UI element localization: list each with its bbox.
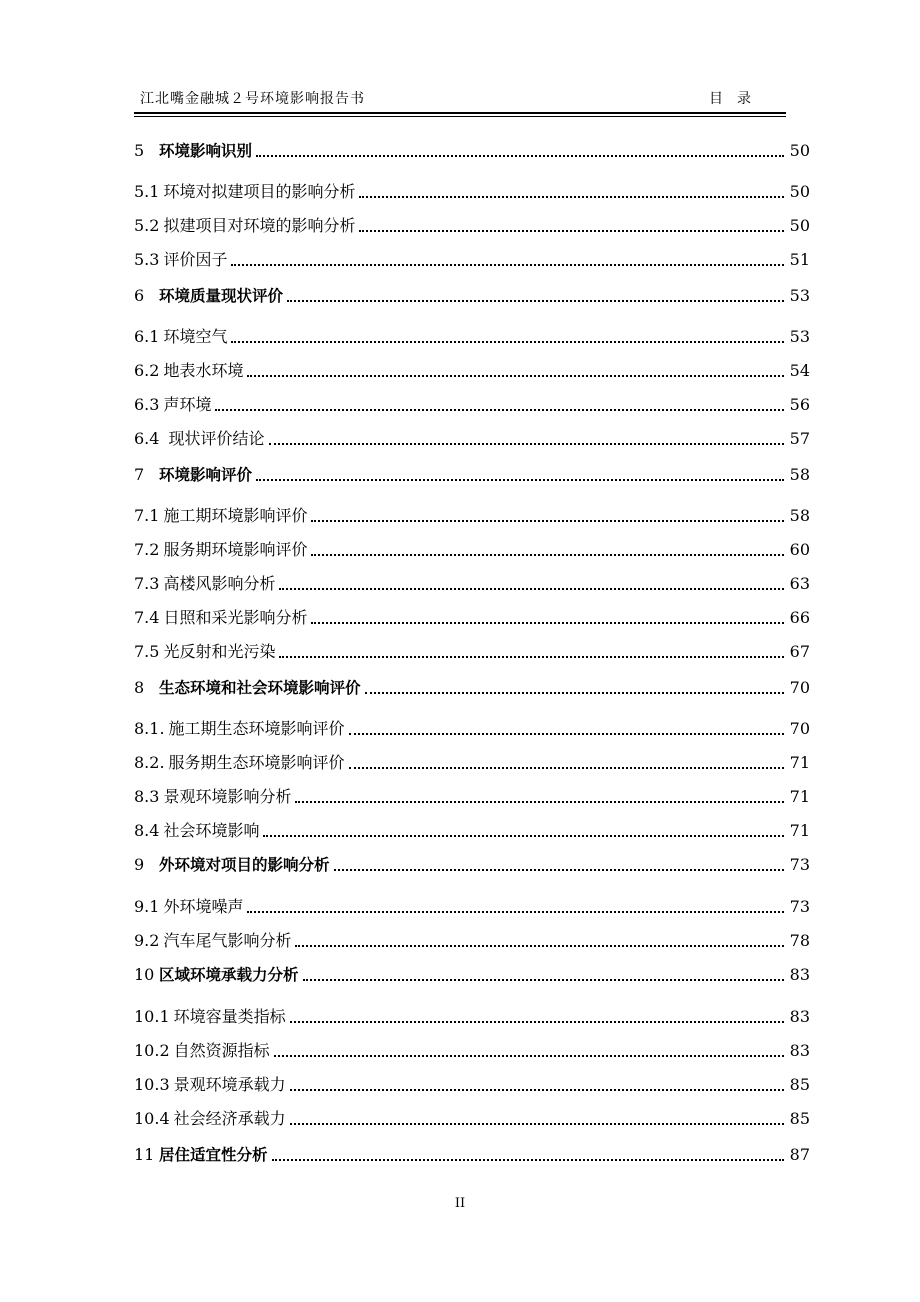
toc-dot-leader [359,195,784,198]
toc-entry-title: 声环境 [163,395,212,414]
toc-entry-page: 70 [789,719,810,738]
toc-entry-number: 5.2 [134,216,160,235]
toc-entry-title: 施工期生态环境影响评价 [168,719,345,738]
toc-section-entry[interactable] [134,570,810,594]
toc-dot-leader [272,1158,784,1161]
toc-entry-page: 87 [789,1145,810,1164]
toc-dot-leader [263,834,784,837]
toc-entry-number: 8 [134,678,145,697]
toc-entry-title: 高楼风影响分析 [163,574,276,593]
toc-entry-page: 83 [789,1007,810,1026]
toc-section-entry[interactable] [134,323,810,347]
toc-entry-title: 生态环境和社会环境影响评价 [159,679,361,697]
toc-dot-leader [359,229,784,232]
toc-entry-number: 6.1 [134,327,160,346]
toc-dot-leader [334,868,784,871]
toc-entry-title: 环境影响评价 [159,466,253,484]
toc-entry-number: 10.2 [134,1041,170,1060]
toc-entry-page: 60 [789,540,810,559]
toc-entry-page: 70 [789,678,810,697]
toc-entry-title: 光反射和光污染 [163,642,276,661]
toc-dot-leader [274,1054,784,1057]
toc-entry-number: 10.4 [134,1109,170,1128]
toc-entry-number: 5.3 [134,250,160,269]
toc-dot-leader [256,478,784,481]
toc-entry-title: 汽车尾气影响分析 [163,931,292,950]
toc-entry-number: 7.5 [134,642,160,661]
toc-dot-leader [295,944,784,947]
toc-entry-number: 9 [134,855,145,874]
toc-entry-number: 7 [134,465,145,484]
toc-dot-leader [365,691,784,694]
toc-section-entry[interactable] [134,425,810,449]
toc-entry-page: 53 [789,327,810,346]
toc-entry-title: 景观环境承载力 [173,1075,286,1094]
toc-chapter-entry[interactable] [134,674,810,698]
toc-section-entry[interactable] [134,391,810,415]
toc-section-entry[interactable] [134,536,810,560]
toc-entry-title: 环境容量类指标 [173,1007,286,1026]
toc-dot-leader [215,408,784,411]
toc-entry-number: 8.4 [134,821,160,840]
toc-chapter-entry[interactable] [134,851,810,875]
toc-dot-leader [231,340,784,343]
toc-dot-leader [290,1020,784,1023]
toc-entry-number: 6 [134,286,145,305]
toc-entry-title: 环境质量现状评价 [159,287,284,305]
toc-entry-title: 居住适宜性分析 [159,1146,268,1164]
toc-entry-title: 评价因子 [163,250,228,269]
toc-dot-leader [295,800,784,803]
toc-section-entry[interactable] [134,927,810,951]
toc-dot-leader [290,1088,784,1091]
toc-entry-title: 服务期环境影响评价 [163,540,308,559]
toc-entry-number: 6.4 [134,429,160,448]
toc-entry-title: 现状评价结论 [163,429,265,448]
toc-entry-number: 5 [134,141,145,160]
toc-entry-title: 外环境对项目的影响分析 [159,856,330,874]
toc-chapter-entry[interactable] [134,1141,810,1165]
toc-entry-title: 日照和采光影响分析 [163,608,308,627]
toc-entry-page: 54 [789,361,810,380]
toc-dot-leader [279,655,784,658]
toc-entry-number: 7.2 [134,540,160,559]
toc-section-entry[interactable] [134,1071,810,1095]
toc-entry-number: 5.1 [134,182,160,201]
toc-section-entry[interactable] [134,1105,810,1129]
toc-entry-title: 外环境噪声 [163,897,244,916]
toc-entry-number: 6.3 [134,395,160,414]
toc-entry-page: 71 [789,787,810,806]
toc-dot-leader [279,587,784,590]
toc-entry-number: 8.3 [134,787,160,806]
toc-dot-leader [287,299,784,302]
toc-entry-title: 环境空气 [163,327,228,346]
toc-entry-title: 景观环境影响分析 [163,787,292,806]
toc-section-entry[interactable] [134,783,810,807]
toc-entry-number: 10.1 [134,1007,170,1026]
toc-entry-number: 8.1. [134,719,165,738]
toc-section-entry[interactable] [134,212,810,236]
toc-section-entry[interactable] [134,749,810,773]
toc-section-entry[interactable] [134,638,810,662]
toc-chapter-entry[interactable] [134,137,810,161]
toc-entry-page: 58 [789,506,810,525]
toc-section-entry[interactable] [134,893,810,917]
toc-chapter-entry[interactable] [134,961,810,985]
toc-section-entry[interactable] [134,604,810,628]
toc-entry-number: 8.2. [134,753,165,772]
toc-dot-leader [349,766,784,769]
toc-entry-page: 66 [789,608,810,627]
toc-section-entry[interactable] [134,1003,810,1027]
toc-entry-number: 9.2 [134,931,160,950]
toc-entry-page: 71 [789,821,810,840]
toc-entry-page: 71 [789,753,810,772]
toc-section-entry[interactable] [134,1037,810,1061]
toc-entry-number: 11 [134,1145,155,1164]
toc-section-entry[interactable] [134,246,810,270]
toc-entry-page: 56 [789,395,810,414]
toc-dot-leader [231,263,784,266]
toc-entry-page: 85 [789,1075,810,1094]
toc-chapter-entry[interactable] [134,282,810,306]
toc-entry-page: 73 [789,855,810,874]
toc-section-entry[interactable] [134,502,810,526]
toc-entry-page: 57 [789,429,810,448]
toc-entry-title: 区域环境承载力分析 [159,966,299,984]
toc-entry-number: 6.2 [134,361,160,380]
toc-entry-page: 53 [789,286,810,305]
toc-section-entry[interactable] [134,817,810,841]
toc-entry-title: 环境对拟建项目的影响分析 [163,182,356,201]
toc-entry-title: 社会环境影响 [163,821,260,840]
toc-entry-page: 50 [789,182,810,201]
toc-entry-number: 10 [134,965,155,984]
toc-entry-number: 7.4 [134,608,160,627]
toc-entry-title: 施工期环境影响评价 [163,506,308,525]
toc-dot-leader [303,978,784,981]
toc-entry-number: 9.1 [134,897,160,916]
toc-entry-title: 环境影响识别 [159,142,253,160]
toc-entry-page: 67 [789,642,810,661]
toc-entry-title: 自然资源指标 [173,1041,270,1060]
toc-entry-page: 63 [789,574,810,593]
toc-entry-page: 83 [789,1041,810,1060]
section-title: 目录 [709,91,765,107]
toc-dot-leader [290,1122,784,1125]
document-title: 江北嘴金融城２号环境影响报告书 [140,91,365,107]
toc-dot-leader [247,374,784,377]
toc-entry-page: 73 [789,897,810,916]
toc-entry-title: 服务期生态环境影响评价 [168,753,345,772]
toc-dot-leader [256,154,784,157]
toc-entry-page: 78 [789,931,810,950]
toc-entry-title: 社会经济承载力 [173,1109,286,1128]
toc-dot-leader [269,442,784,445]
toc-entry-page: 58 [789,465,810,484]
toc-entry-number: 10.3 [134,1075,170,1094]
toc-entry-number: 7.3 [134,574,160,593]
toc-entry-number: 7.1 [134,506,160,525]
toc-dot-leader [247,910,784,913]
toc-entry-page: 51 [789,250,810,269]
toc-chapter-entry[interactable] [134,461,810,485]
toc-dot-leader [311,553,784,556]
toc-section-entry[interactable] [134,178,810,202]
toc-entry-page: 50 [789,216,810,235]
toc-entry-title: 拟建项目对环境的影响分析 [163,216,356,235]
toc-entry-page: 85 [789,1109,810,1128]
toc-entry-title: 地表水环境 [163,361,244,380]
toc-entry-page: 50 [789,141,810,160]
toc-section-entry[interactable] [134,715,810,739]
toc-section-entry[interactable] [134,357,810,381]
toc-dot-leader [311,621,784,624]
toc-entry-page: 83 [789,965,810,984]
toc-dot-leader [349,732,784,735]
toc-dot-leader [311,519,784,522]
page-number: II [454,1196,466,1211]
